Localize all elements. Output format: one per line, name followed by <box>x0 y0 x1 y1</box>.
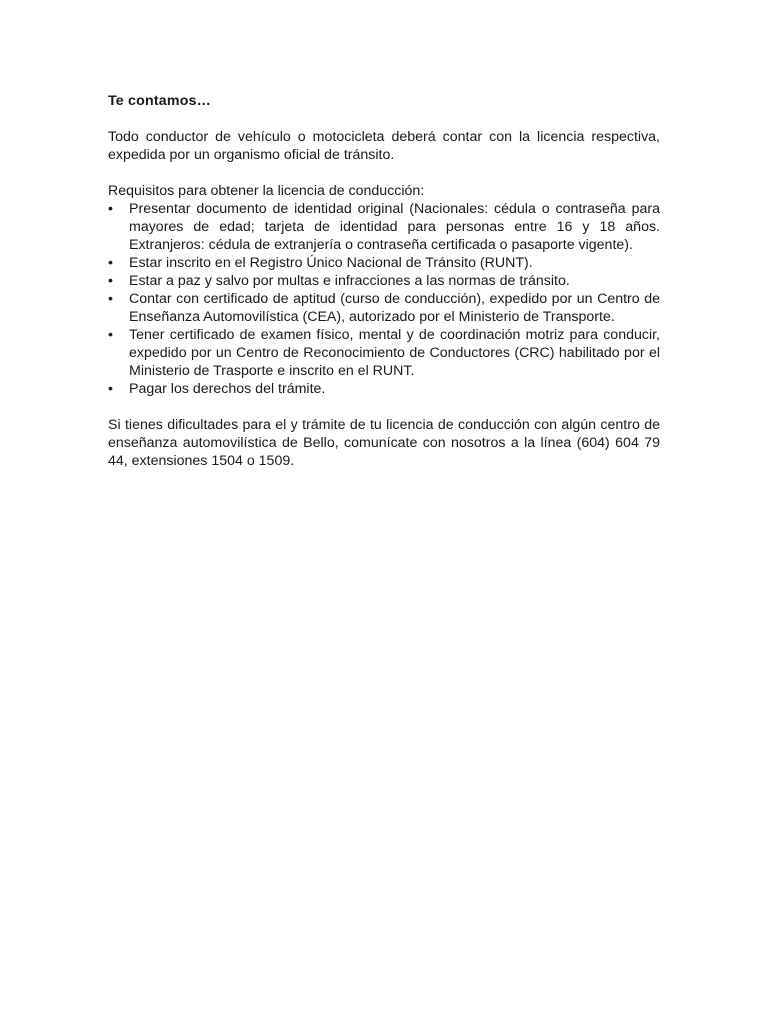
list-item-text: Tener certificado de examen físico, mental y de coordinación motriz para conducir, expedido por un Centro de Reconocimiento de Conductores (CRC) habilitado por el Ministerio de Trasporte e inscrito en el RUNT. <box>129 327 660 379</box>
list-item-text: Contar con certificado de aptitud (curso de conducción), expedido por un Centro de Enseñanza Automovilística (CEA), autorizado por el Ministerio de Transporte. <box>129 291 660 325</box>
list-item <box>108 200 660 254</box>
list-item <box>108 272 660 290</box>
list-item <box>108 326 660 380</box>
document-page <box>108 92 660 488</box>
bullet-icon: • <box>108 201 113 217</box>
requirements-intro: Requisitos para obtener la licencia de conducción: <box>108 183 425 199</box>
closing-paragraph: Si tienes dificultades para el y trámite de tu licencia de conducción con algún centro de enseñanza automovilística de Bello, comunícate con nosotros a la línea (604) 604 79 44, extensiones 1504 o 1509. <box>108 417 660 469</box>
bullet-icon: • <box>108 291 113 307</box>
list-item-text: Estar a paz y salvo por multas e infracciones a las normas de tránsito. <box>129 273 570 289</box>
document-heading: Te contamos… <box>108 93 212 109</box>
list-item <box>108 290 660 326</box>
bullet-icon: • <box>108 273 113 289</box>
list-item-text: Presentar documento de identidad original (Nacionales: cédula o contraseña para mayores de edad; tarjeta de identidad para personas entre 16 y 18 años. Extranjeros: cédula de extranjería o contraseña certificada o pasaporte vigente). <box>129 201 660 253</box>
list-item-text: Pagar los derechos del trámite. <box>129 381 326 397</box>
list-item <box>108 380 660 398</box>
list-item-text: Estar inscrito en el Registro Único Nacional de Tránsito (RUNT). <box>129 255 533 271</box>
requirements-list <box>108 200 660 398</box>
bullet-icon: • <box>108 255 113 271</box>
list-item <box>108 254 660 272</box>
intro-paragraph: Todo conductor de vehículo o motocicleta deberá contar con la licencia respectiva, expedida por un organismo oficial de tránsito. <box>108 129 660 163</box>
bullet-icon: • <box>108 327 113 343</box>
bullet-icon: • <box>108 381 113 397</box>
